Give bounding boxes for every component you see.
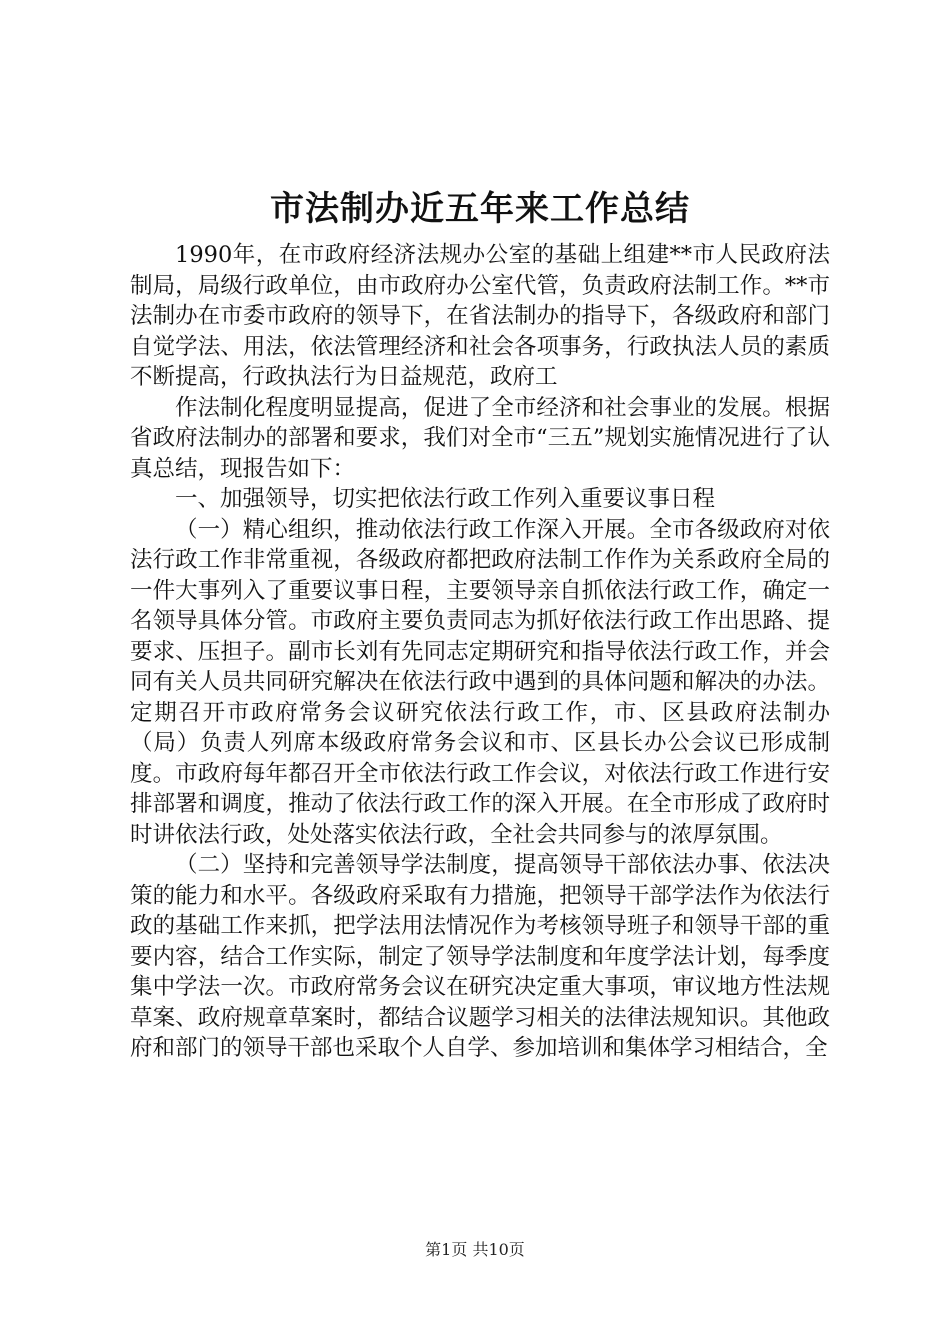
section-heading-1: 一、加强领导，切实把依法行政工作列入重要议事日程 (175, 486, 716, 512)
paragraph-intro: 1990年，在市政府经济法规办公室的基础上组建**市人民政府法制局，局级行政单位，由市政府办公室代管，负责政府法制工作。**市法制办在市委市政府的领导下，在省法制办的指导下，各级政府和部门自觉学法、用法，依法管理经济和社会各项事务，行政执法人员的素质不断提高，行政执法行为日益规范，政府工 (130, 242, 830, 390)
paragraph-section-1-1: （一）精心组织，推动依法行政工作深入开展。全市各级政府对依法行政工作非常重视，各级政府都把政府法制工作作为关系政府全局的一件大事列入了重要议事日程，主要领导亲自抓依法行政工作，确定一名领导具体分管。市政府主要负责同志为抓好依法行政工作出思路、提要求、压担子。副市长刘有先同志定期研究和指导依法行政工作，并会同有关人员共同研究解决在依法行政中遇到的具体问题和解决的办法。定期召开市政府常务会议研究依法行政工作，市、区县政府法制办（局）负责人列席本级政府常务会议和市、区县长办公会议已形成制度。市政府每年都召开全市依法行政工作会议，对依法行政工作进行安排部署和调度，推动了依法行政工作的深入开展。在全市形成了政府时时讲依法行政，处处落实依法行政，全社会共同参与的浓厚氛围。 (130, 516, 830, 848)
page-footer: 第1页 共10页 (425, 1240, 525, 1259)
paragraph-section-1-2: （二）坚持和完善领导学法制度，提高领导干部依法办事、依法决策的能力和水平。各级政府采取有力措施，把领导干部学法作为依法行政的基础工作来抓，把学法用法情况作为考核领导班子和领导干部的重要内容，结合工作实际，制定了领导学法制度和年度学法计划，每季度集中学法一次。市政府常务会议在研究决定重大事项，审议地方性法规草案、政府规章草案时，都结合议题学习相关的法律法规知识。其他政府和部门的领导干部也采取个人自学、参加培训和集体学习相结合，全 (130, 852, 830, 1061)
paragraph-summary: 作法制化程度明显提高，促进了全市经济和社会事业的发展。根据省政府法制办的部署和要求，我们对全市“三五”规划实施情况进行了认真总结，现报告如下： (130, 394, 830, 482)
document-page (130, 184, 830, 1064)
document-title: 市法制办近五年来工作总结 (270, 189, 690, 229)
